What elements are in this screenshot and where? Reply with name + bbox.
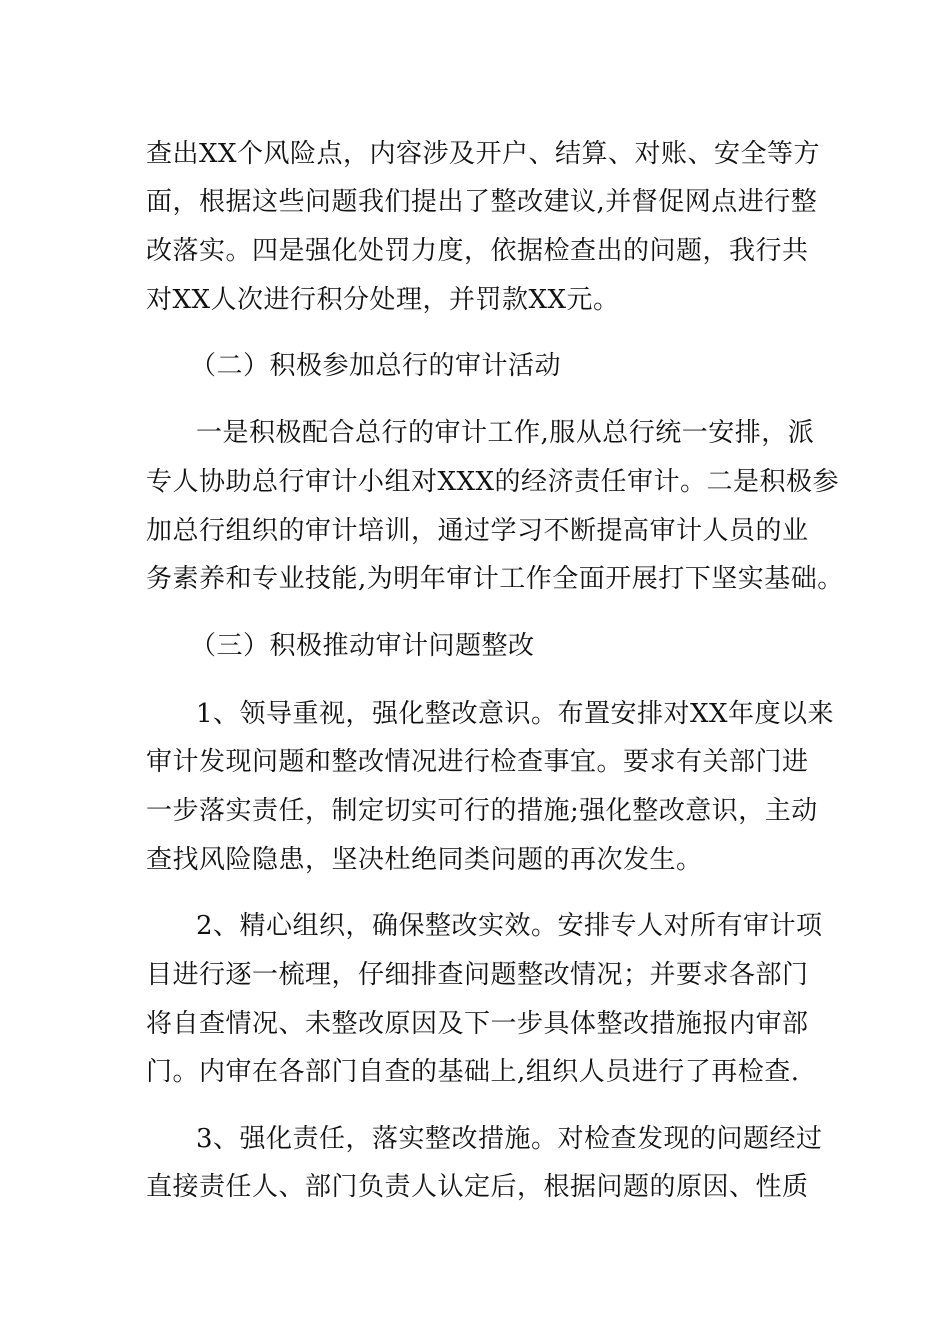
paragraph-5-line-2: 直接责任人、部门负责人认定后，根据问题的原因、性质 <box>146 1172 809 1202</box>
paragraph-3-line-3: 一步落实责任，制定切实可行的措施;强化整改意识，主动 <box>146 796 818 826</box>
paragraph-2-line-2: 专人协助总行审计小组对XXX的经济责任审计。二是积极参 <box>146 467 840 497</box>
paragraph-2-line-4: 务素养和专业技能,为明年审计工作全面开展打下坚实基础。 <box>146 564 844 594</box>
paragraph-3-line-4: 查找风险隐患，坚决杜绝同类问题的再次发生。 <box>146 845 703 875</box>
paragraph-3-line-1: 1、领导重视，强化整改意识。布置安排对XX年度以来 <box>196 699 835 729</box>
paragraph-1-line-3: 改落实。四是强化处罚力度，依据检查出的问题，我行共 <box>146 236 809 266</box>
paragraph-4-line-3: 将自查情况、未整改原因及下一步具体整改措施报内审部 <box>146 1009 809 1039</box>
paragraph-4-line-4: 门。内审在各部门自查的基础上,组织人员进行了再检查. <box>146 1057 800 1087</box>
paragraph-1-line-2: 面，根据这些问题我们提出了整改建议,并督促网点进行整 <box>146 187 818 217</box>
paragraph-1-line-4: 对XX人次进行积分处理，并罚款XX元。 <box>146 285 620 315</box>
paragraph-2-line-3: 加总行组织的审计培训，通过学习不断提高审计人员的业 <box>146 516 809 546</box>
paragraph-1-line-1: 查出XX个风险点，内容涉及开户、结算、对账、安全等方 <box>146 139 821 169</box>
paragraph-5-line-1: 3、强化责任，落实整改措施。对检查发现的问题经过 <box>196 1124 823 1154</box>
section-heading-3: （三）积极推动审计问题整改 <box>190 631 535 661</box>
paragraph-4-line-1: 2、精心组织，确保整改实效。安排专人对所有审计项 <box>196 911 823 941</box>
section-heading-2: （二）积极参加总行的审计活动 <box>190 351 562 381</box>
paragraph-2-line-1: 一是积极配合总行的审计工作,服从总行统一安排，派 <box>196 418 815 448</box>
paragraph-3-line-2: 审计发现问题和整改情况进行检查事宜。要求有关部门进 <box>146 747 809 777</box>
paragraph-4-line-2: 目进行逐一梳理，仔细排查问题整改情况；并要求各部门 <box>146 960 809 990</box>
